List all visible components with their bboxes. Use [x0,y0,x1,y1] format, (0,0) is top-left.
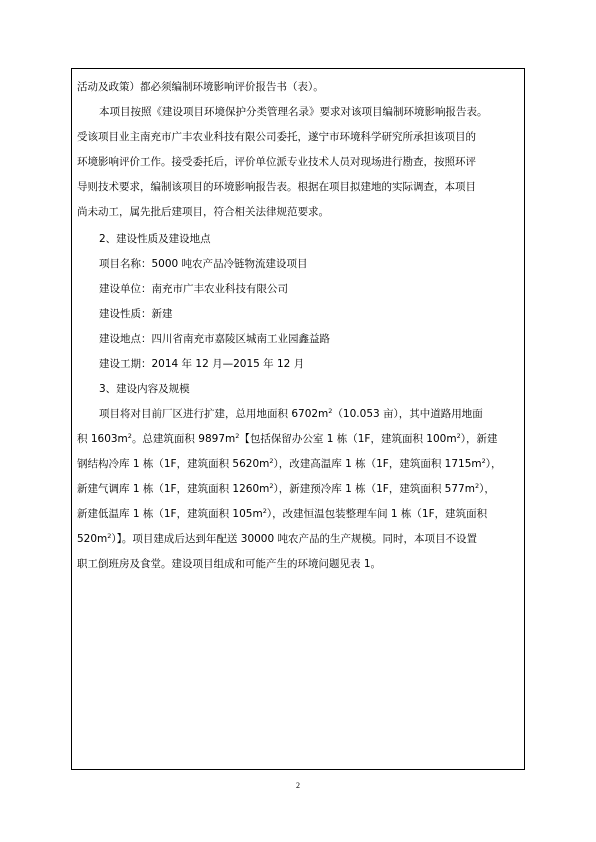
text-segment: 项目将对目前厂区进行扩建，总用地面积 6702m [99,408,329,420]
text-line-1: 活动及政策）都必须编制环境影响评价报告书（表）。 [77,81,324,93]
scale-line-6 [77,532,477,546]
text-line-2: 本项目按照《建设项目环境保护分类管理名录》要求对该项目编制环境影响报告表。 [99,106,488,118]
text-segment: ），新建 [460,433,498,445]
scale-line-2 [77,432,497,446]
text-segment: ）， [479,483,495,495]
text-line-4: 环境影响评价工作。接受委托后，评价单位派专业技术人员对现场进行勘查，按照环评 [77,156,476,168]
scale-line-4 [77,482,495,496]
superscript: 2 [269,482,274,490]
superscript: 2 [456,432,461,440]
superscript: 2 [474,482,480,490]
text-segment: ），新建预冷库 1 栋（1F，建筑面积 577m [273,483,475,495]
superscript: 2 [235,432,240,440]
superscript: 2 [328,407,333,415]
page-number: 2 [296,781,300,790]
superscript: 2 [127,432,132,440]
superscript: 2 [262,507,267,515]
scale-line-5 [77,507,487,521]
construction-period-line: 建设工期：2014 年 12 月—2015 年 12 月 [99,358,305,370]
text-segment: 积 1603m [77,433,128,445]
superscript: 2 [269,457,274,465]
text-segment: （10.053 亩），其中道路用地面 [332,408,483,420]
text-segment: ），改建高温库 1 栋（1F，建筑面积 1715m [273,458,482,470]
text-line-6: 尚未动工，属先批后建项目，符合相关法律规范要求。 [77,206,329,218]
scale-line-7: 职工倒班房及食堂。建设项目组成和可能产生的环境问题见表 1。 [77,558,382,570]
text-segment: 【包括保留办公室 1 栋（1F，建筑面积 100m [239,433,457,445]
section-heading-2: 2、建设性质及建设地点 [99,233,211,245]
text-segment: 钢结构冷库 1 栋（1F，建筑面积 5620m [77,458,270,470]
text-line-3: 受该项目业主南充市广丰农业科技有限公司委托，遂宁市环境科学研究所承担该项目的 [77,131,476,143]
superscript: 2 [481,457,486,465]
text-segment: 。总建筑面积 9897m [131,433,236,445]
construction-location-line: 建设地点：四川省南充市嘉陵区城南工业园鑫益路 [99,333,330,345]
section-heading-3: 3、建设内容及规模 [99,383,190,395]
text-line-5: 导则技术要求，编制该项目的环境影响报告表。根据在项目拟建地的实际调查，本项目 [77,181,476,193]
scale-line-1 [99,407,483,421]
text-segment: 新建气调库 1 栋（1F，建筑面积 1260m [77,483,270,495]
superscript: 2 [107,532,112,540]
text-segment: ）， [485,458,502,470]
construction-nature-line: 建设性质：新建 [99,308,173,320]
scale-line-3 [77,457,502,471]
project-name-line: 项目名称：5000 吨农产品冷链物流建设项目 [99,258,308,270]
text-segment: ），改建恒温包装整理车间 1 栋（1F，建筑面积 [266,508,488,520]
text-segment: ）】。项目建成后达到年配送 30000 吨农产品的生产规模。同时，本项目不设置 [111,533,477,545]
construction-unit-line: 建设单位：南充市广丰农业科技有限公司 [99,283,288,295]
text-segment: 新建低温库 1 栋（1F，建筑面积 105m [77,508,263,520]
text-segment: 520m [77,533,108,545]
